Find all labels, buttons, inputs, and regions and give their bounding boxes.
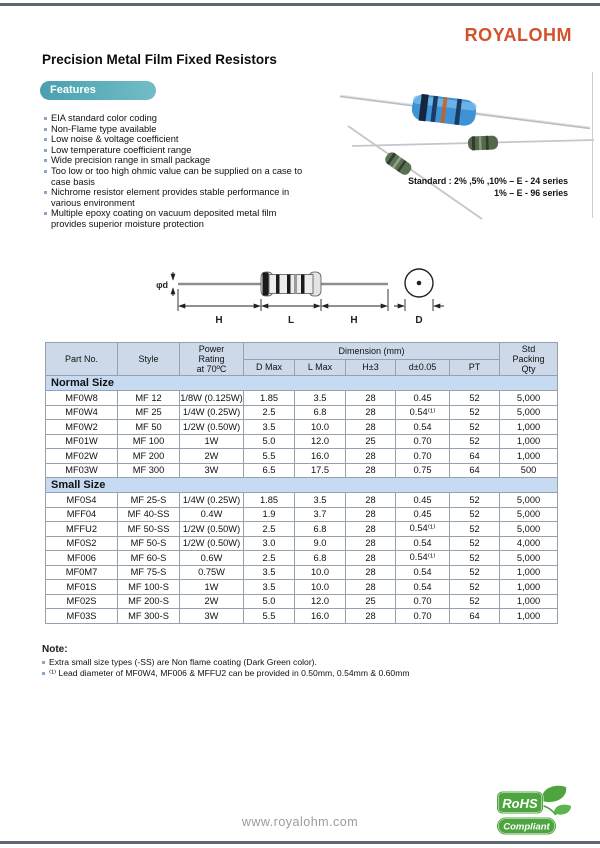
table-cell: MFF04 xyxy=(46,507,118,522)
table-cell: 28 xyxy=(346,493,396,508)
table-cell: 1,000 xyxy=(500,449,558,464)
bullet-icon xyxy=(44,212,47,215)
table-cell: 0.70 xyxy=(396,594,450,609)
table-cell: 1.85 xyxy=(244,493,295,508)
feature-item: Low temperature coefficient range xyxy=(44,145,306,156)
table-cell: 17.5 xyxy=(295,463,346,478)
table-cell: 3.7 xyxy=(295,507,346,522)
dim-label-d: D xyxy=(415,315,423,326)
table-cell: 5,000 xyxy=(500,551,558,566)
table-cell: MF 25-S xyxy=(118,493,180,508)
website-url: www.royalohm.com xyxy=(241,815,359,829)
table-cell: 2W xyxy=(180,449,244,464)
table-cell: 0.54 xyxy=(396,536,450,551)
table-cell: 2.5 xyxy=(244,405,295,420)
table-cell: 6.8 xyxy=(295,522,346,537)
table-cell: 1/2W (0.50W) xyxy=(180,420,244,435)
table-cell: MF 100-S xyxy=(118,580,180,595)
page-title: Precision Metal Film Fixed Resistors xyxy=(42,52,277,67)
table-cell: 4,000 xyxy=(500,536,558,551)
col-header-power: Power Rating at 70ºC xyxy=(180,343,244,376)
table-cell: MF 200 xyxy=(118,449,180,464)
table-row xyxy=(46,449,558,464)
dim-label-h-right: H xyxy=(350,315,358,326)
leaf-icon xyxy=(542,786,566,802)
table-cell: 1.85 xyxy=(244,391,295,406)
table-cell: 5.5 xyxy=(244,609,295,624)
table-cell: MF0M7 xyxy=(46,565,118,580)
standard-tolerance-note xyxy=(392,176,568,199)
features-list xyxy=(44,113,306,230)
table-cell: 52 xyxy=(450,391,500,406)
table-cell: MF 60-S xyxy=(118,551,180,566)
table-cell: 12.0 xyxy=(295,594,346,609)
col-header-style: Style xyxy=(118,343,180,376)
table-cell: 5,000 xyxy=(500,522,558,537)
feature-item: Nichrome resistor element provides stable performance in various environment xyxy=(44,187,306,208)
table-cell: 52 xyxy=(450,522,500,537)
note-list xyxy=(42,657,522,679)
table-cell: 25 xyxy=(346,594,396,609)
table-cell: 52 xyxy=(450,565,500,580)
table-cell: 2W xyxy=(180,594,244,609)
rohs-compliant-logo xyxy=(496,785,572,841)
table-cell: 0.70 xyxy=(396,434,450,449)
table-cell: MF 50 xyxy=(118,420,180,435)
table-cell: 28 xyxy=(346,507,396,522)
table-cell: 1,000 xyxy=(500,420,558,435)
table-cell: 28 xyxy=(346,565,396,580)
dimension-diagram xyxy=(138,255,460,329)
table-row xyxy=(46,594,558,609)
table-cell: MF 300-S xyxy=(118,609,180,624)
features-badge: Features xyxy=(40,81,156,100)
table-cell: 5,000 xyxy=(500,493,558,508)
feature-item: Wide precision range in small package xyxy=(44,155,306,166)
table-cell: MF 40-SS xyxy=(118,507,180,522)
standard-line-2: 1% – E - 96 series xyxy=(494,187,568,198)
table-cell: 0.54 xyxy=(396,420,450,435)
table-cell: 25 xyxy=(346,434,396,449)
table-row xyxy=(46,493,558,508)
table-cell: 52 xyxy=(450,551,500,566)
col-header-d-max: D Max xyxy=(244,359,295,376)
spec-table xyxy=(45,342,557,624)
bullet-icon xyxy=(44,117,47,120)
table-cell: 0.45 xyxy=(396,391,450,406)
note-block xyxy=(42,644,522,679)
col-header-l-max: L Max xyxy=(295,359,346,376)
feature-item: Low noise & voltage coefficient xyxy=(44,134,306,145)
feature-item: EIA standard color coding xyxy=(44,113,306,124)
table-cell: MF 300 xyxy=(118,463,180,478)
table-cell: 5.0 xyxy=(244,434,295,449)
col-header-dimension-group: Dimension (mm) xyxy=(244,343,500,360)
section-header-row xyxy=(46,478,558,493)
rohs-text: RoHS xyxy=(502,796,538,811)
table-cell: 0.54 xyxy=(396,565,450,580)
table-cell: 52 xyxy=(450,420,500,435)
top-rule xyxy=(0,3,600,6)
table-cell: 0.54⁽¹⁾ xyxy=(396,522,450,537)
table-cell: 0.45 xyxy=(396,507,450,522)
section-label: Small Size xyxy=(46,478,558,493)
table-cell: MF0S2 xyxy=(46,536,118,551)
table-cell: 5,000 xyxy=(500,391,558,406)
table-cell: 9.0 xyxy=(295,536,346,551)
col-header-part-no: Part No. xyxy=(46,343,118,376)
table-row xyxy=(46,522,558,537)
table-cell: MF 75-S xyxy=(118,565,180,580)
leaf-icon xyxy=(554,805,571,815)
table-cell: MF 100 xyxy=(118,434,180,449)
dim-label-h-left: H xyxy=(215,315,223,326)
table-row xyxy=(46,565,558,580)
table-cell: 2.5 xyxy=(244,522,295,537)
table-cell: 5.0 xyxy=(244,594,295,609)
col-header-pt: PT xyxy=(450,359,500,376)
table-cell: 3.5 xyxy=(295,493,346,508)
table-cell: 52 xyxy=(450,536,500,551)
table-cell: MF 12 xyxy=(118,391,180,406)
table-cell: 52 xyxy=(450,580,500,595)
table-cell: 52 xyxy=(450,507,500,522)
table-cell: 1.9 xyxy=(244,507,295,522)
table-cell: 52 xyxy=(450,434,500,449)
bullet-icon xyxy=(44,159,47,162)
table-cell: 1W xyxy=(180,580,244,595)
table-cell: MF0W8 xyxy=(46,391,118,406)
col-header-h: H±3 xyxy=(346,359,396,376)
table-cell: 500 xyxy=(500,463,558,478)
table-cell: 28 xyxy=(346,522,396,537)
table-cell: 1/2W (0.50W) xyxy=(180,522,244,537)
table-cell: 0.70 xyxy=(396,609,450,624)
table-cell: 1/8W (0.125W) xyxy=(180,391,244,406)
note-item: ⁽¹⁾ Lead diameter of MF0W4, MF006 & MFFU2 can be provided in 0.50mm, 0.54mm & 0.60mm xyxy=(42,668,522,679)
table-cell: 28 xyxy=(346,449,396,464)
table-cell: 2.5 xyxy=(244,551,295,566)
table-cell: 3.5 xyxy=(295,391,346,406)
table-cell: 28 xyxy=(346,391,396,406)
bullet-icon xyxy=(44,138,47,141)
table-row xyxy=(46,405,558,420)
table-cell: 1,000 xyxy=(500,565,558,580)
col-header-d-lead: d±0.05 xyxy=(396,359,450,376)
table-cell: 10.0 xyxy=(295,420,346,435)
bottom-rule xyxy=(0,841,600,844)
table-cell: 3.5 xyxy=(244,580,295,595)
table-cell: MF006 xyxy=(46,551,118,566)
standard-line-1: Standard : 2% ,5% ,10% – E - 24 series xyxy=(408,176,568,186)
brand-logo: ROYALOHM xyxy=(464,25,572,45)
note-heading: Note: xyxy=(42,644,68,655)
table-cell: 28 xyxy=(346,463,396,478)
table-cell: 64 xyxy=(450,463,500,478)
table-cell: MF03S xyxy=(46,609,118,624)
table-cell: 3.0 xyxy=(244,536,295,551)
table-cell: MF0S4 xyxy=(46,493,118,508)
table-cell: MF02W xyxy=(46,449,118,464)
table-cell: 28 xyxy=(346,551,396,566)
feature-item: Non-Flame type available xyxy=(44,124,306,135)
table-cell: 1/2W (0.50W) xyxy=(180,536,244,551)
table-cell: 0.75W xyxy=(180,565,244,580)
table-cell: 10.0 xyxy=(295,565,346,580)
table-cell: 64 xyxy=(450,609,500,624)
bullet-icon xyxy=(44,191,47,194)
dim-label-l: L xyxy=(287,315,295,326)
table-cell: 0.54⁽¹⁾ xyxy=(396,405,450,420)
table-cell: 1W xyxy=(180,434,244,449)
table-cell: 0.54⁽¹⁾ xyxy=(396,551,450,566)
scan-edge-line xyxy=(592,72,593,218)
table-cell: 10.0 xyxy=(295,580,346,595)
table-row xyxy=(46,507,558,522)
table-cell: 28 xyxy=(346,405,396,420)
table-row xyxy=(46,434,558,449)
table-cell: MF01W xyxy=(46,434,118,449)
table-cell: 1,000 xyxy=(500,609,558,624)
dim-label-phi-d: φd xyxy=(156,280,168,290)
bullet-icon xyxy=(44,149,47,152)
feature-item: Too low or too high ohmic value can be supplied on a case to case basis xyxy=(44,166,306,187)
table-cell: 0.45 xyxy=(396,493,450,508)
table-cell: 52 xyxy=(450,594,500,609)
table-cell: 1,000 xyxy=(500,434,558,449)
table-cell: 16.0 xyxy=(295,609,346,624)
table-cell: 16.0 xyxy=(295,449,346,464)
compliant-text: Compliant xyxy=(503,821,550,833)
table-cell: 0.6W xyxy=(180,551,244,566)
table-cell: 12.0 xyxy=(295,434,346,449)
table-cell: MF0W2 xyxy=(46,420,118,435)
feature-item: Multiple epoxy coating on vacuum deposited metal film provides superior moisture protection xyxy=(44,208,306,229)
table-cell: 0.75 xyxy=(396,463,450,478)
table-cell: MF 200-S xyxy=(118,594,180,609)
table-cell: MF03W xyxy=(46,463,118,478)
table-cell: MF0W4 xyxy=(46,405,118,420)
table-cell: 52 xyxy=(450,493,500,508)
table-cell: 3W xyxy=(180,463,244,478)
table-row xyxy=(46,463,558,478)
table-cell: MF01S xyxy=(46,580,118,595)
table-cell: 1,000 xyxy=(500,594,558,609)
table-cell: 6.8 xyxy=(295,405,346,420)
table-cell: 0.54 xyxy=(396,580,450,595)
table-row xyxy=(46,536,558,551)
table-cell: MFFU2 xyxy=(46,522,118,537)
section-label: Normal Size xyxy=(46,376,558,391)
table-cell: 28 xyxy=(346,536,396,551)
table-cell: 1,000 xyxy=(500,580,558,595)
table-cell: 6.8 xyxy=(295,551,346,566)
table-cell: 64 xyxy=(450,449,500,464)
note-item: Extra small size types (-SS) are Non flame coating (Dark Green color). xyxy=(42,657,522,668)
table-row xyxy=(46,580,558,595)
table-cell: 6.5 xyxy=(244,463,295,478)
table-row xyxy=(46,391,558,406)
table-cell: MF 25 xyxy=(118,405,180,420)
table-cell: 28 xyxy=(346,420,396,435)
table-cell: 1/4W (0.25W) xyxy=(180,493,244,508)
table-cell: 3.5 xyxy=(244,565,295,580)
table-cell: 28 xyxy=(346,580,396,595)
table-row xyxy=(46,420,558,435)
table-cell: MF02S xyxy=(46,594,118,609)
table-cell: 3.5 xyxy=(244,420,295,435)
bullet-icon xyxy=(44,128,47,131)
table-cell: 3W xyxy=(180,609,244,624)
bullet-icon xyxy=(42,672,45,675)
section-header-row xyxy=(46,376,558,391)
table-cell: MF 50-SS xyxy=(118,522,180,537)
table-cell: 52 xyxy=(450,405,500,420)
table-cell: 1/4W (0.25W) xyxy=(180,405,244,420)
table-cell: 5.5 xyxy=(244,449,295,464)
bullet-icon xyxy=(42,661,45,664)
table-cell: MF 50-S xyxy=(118,536,180,551)
table-cell: 5,000 xyxy=(500,405,558,420)
table-cell: 0.70 xyxy=(396,449,450,464)
col-header-packing-qty: Std Packing Qty xyxy=(500,343,558,376)
table-cell: 0.4W xyxy=(180,507,244,522)
bullet-icon xyxy=(44,170,47,173)
table-row xyxy=(46,551,558,566)
table-cell: 5,000 xyxy=(500,507,558,522)
table-row xyxy=(46,609,558,624)
table-cell: 28 xyxy=(346,609,396,624)
